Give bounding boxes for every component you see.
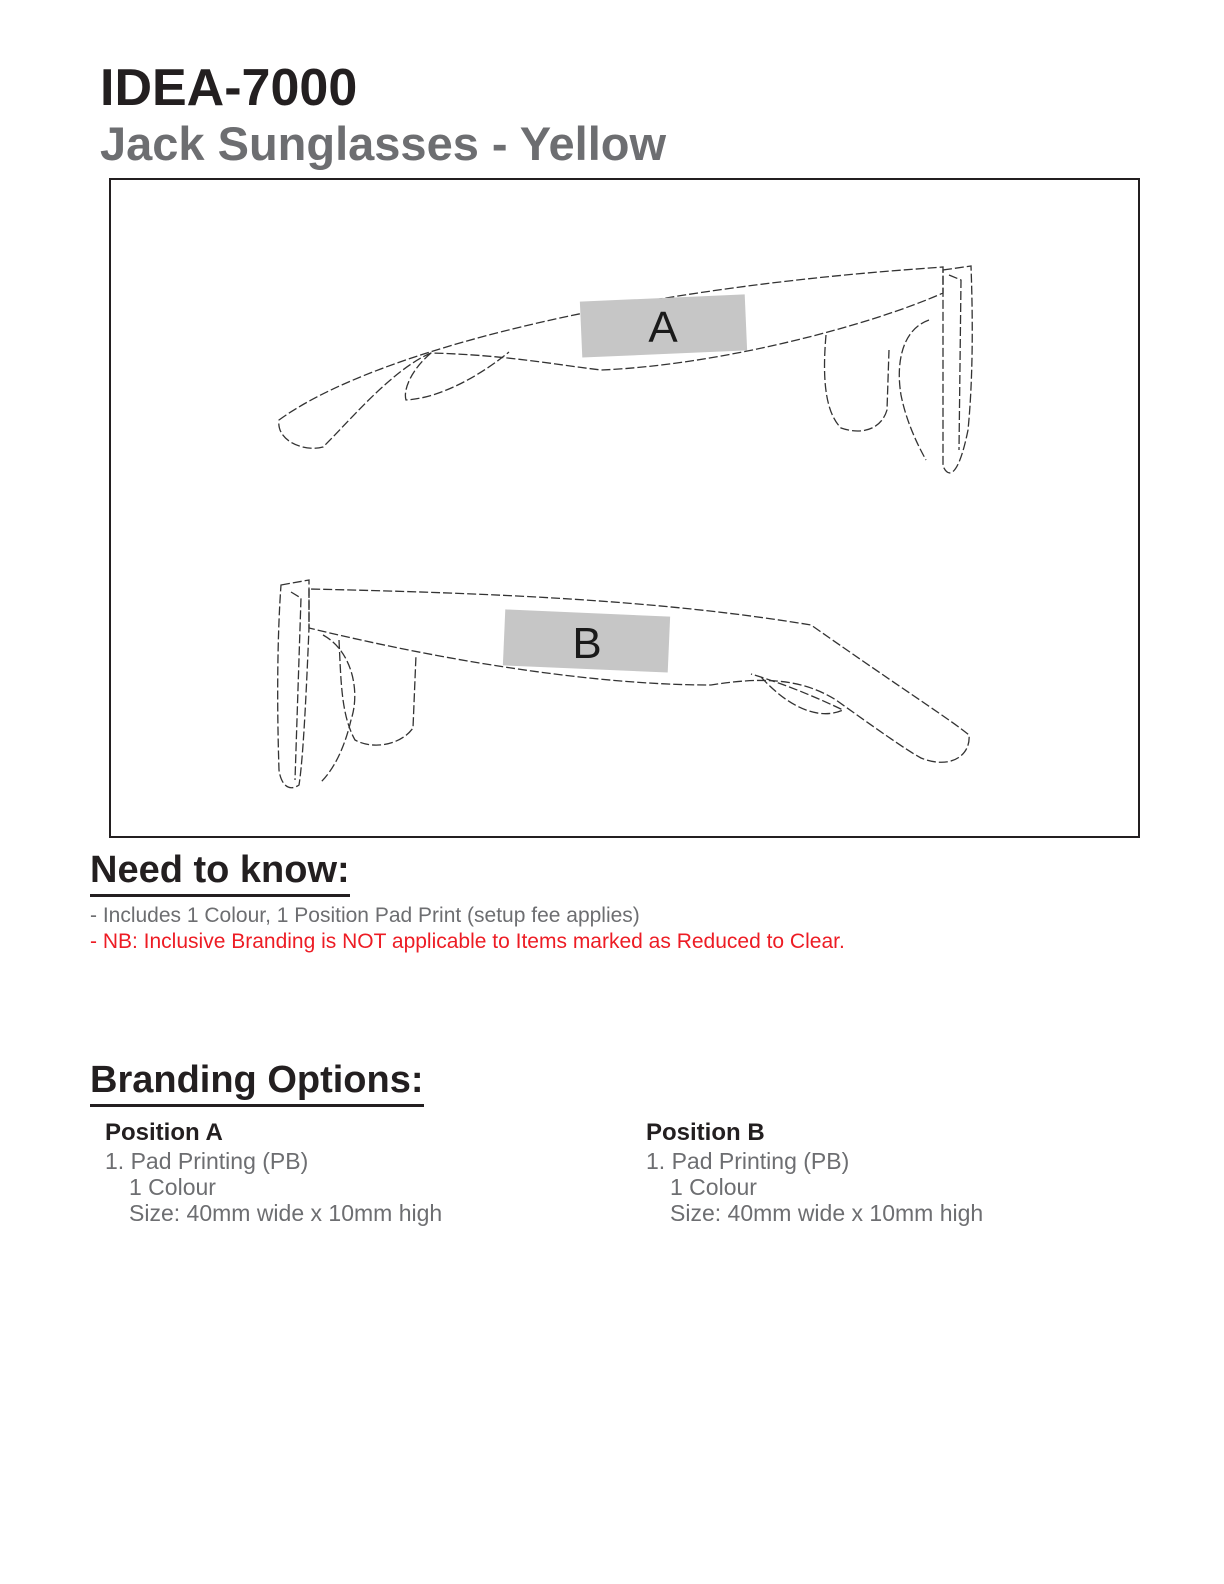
position-a-method: 1. Pad Printing (PB) xyxy=(105,1148,309,1174)
lower-hinge-inner xyxy=(291,592,301,780)
print-inclusion-note: - Includes 1 Colour, 1 Position Pad Print (setup fee applies) xyxy=(90,904,640,927)
position-a-title: Position A xyxy=(105,1119,223,1146)
upper-arm-outline xyxy=(279,267,943,448)
position-b-colours: 1 Colour xyxy=(670,1174,757,1200)
branding-diagram xyxy=(109,178,1140,838)
position-b-method: 1. Pad Printing (PB) xyxy=(646,1148,850,1174)
branding-options-heading: Branding Options: xyxy=(90,1058,424,1107)
lower-nose-pad xyxy=(321,635,355,782)
sunglasses-drawing xyxy=(111,180,1138,836)
position-b-details xyxy=(646,1118,1066,1226)
lower-lens-rim xyxy=(339,640,416,745)
upper-arm-inner-curve xyxy=(405,352,509,400)
position-a-size: Size: 40mm wide x 10mm high xyxy=(129,1200,443,1226)
lower-hinge xyxy=(278,580,309,788)
upper-nose-pad xyxy=(899,320,929,460)
position-b-title: Position B xyxy=(646,1119,765,1146)
upper-lens-rim xyxy=(825,335,889,431)
position-a-details xyxy=(105,1118,525,1226)
reduced-to-clear-warning: - NB: Inclusive Branding is NOT applicable to Items marked as Reduced to Clear. xyxy=(90,930,845,953)
imprint-label-a: A xyxy=(648,303,678,352)
lower-arm-outline xyxy=(309,589,969,762)
upper-hinge-inner xyxy=(949,275,961,450)
position-b-size: Size: 40mm wide x 10mm high xyxy=(670,1200,984,1226)
position-a-colours: 1 Colour xyxy=(129,1174,216,1200)
need-to-know-heading: Need to know: xyxy=(90,848,350,897)
upper-hinge xyxy=(943,266,972,473)
product-code: IDEA-7000 xyxy=(100,59,358,117)
product-name: Jack Sunglasses - Yellow xyxy=(100,117,667,170)
imprint-label-b: B xyxy=(572,619,602,668)
